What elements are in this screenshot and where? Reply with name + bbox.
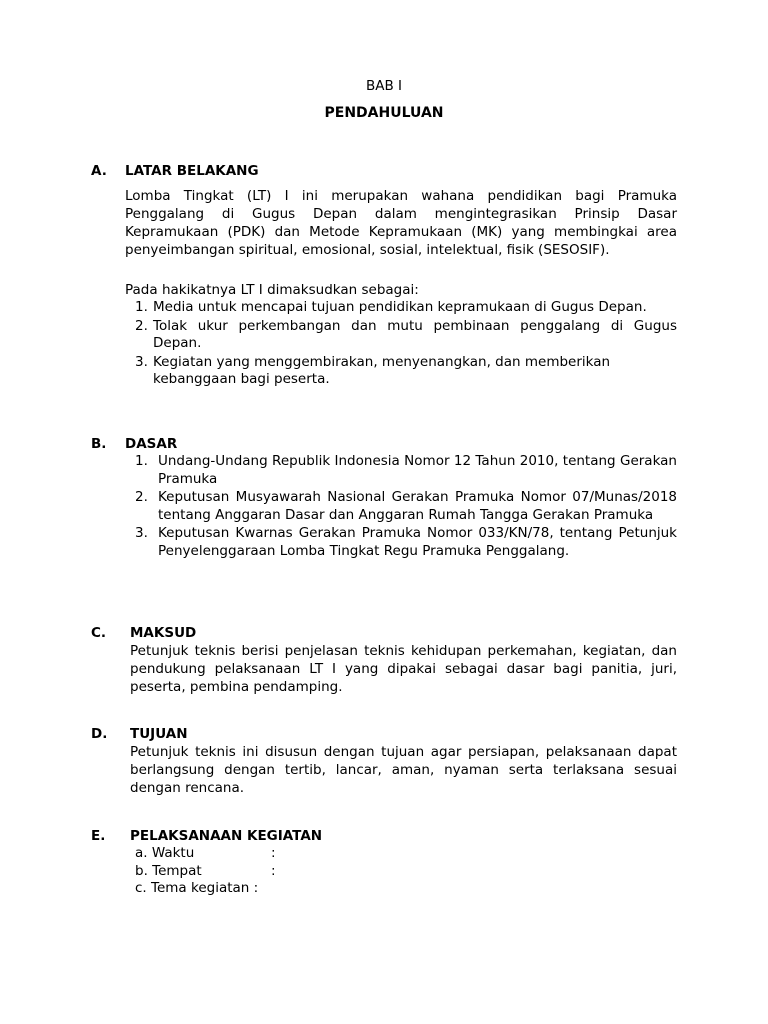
list-item-number: 1.: [135, 453, 148, 469]
section-b-letter: B.: [91, 436, 107, 452]
section-b-title: DASAR: [125, 436, 178, 452]
list-item: [135, 354, 677, 389]
list-item-text: Keputusan Kwarnas Gerakan Pramuka Nomor 033/KN/78, tentang Petunjuk Penyelenggaraan Lomba Tingkat Regu Pramuka Penggalang.: [158, 525, 677, 559]
list-item: [135, 318, 677, 353]
section-d-letter: D.: [91, 726, 108, 742]
list-item-text: Tolak ukur perkembangan dan mutu pembinaan penggalang di Gugus Depan.: [153, 317, 677, 351]
list-item-text: Undang-Undang Republik Indonesia Nomor 12 Tahun 2010, tentang Gerakan Pramuka: [158, 453, 677, 487]
section-c-letter: C.: [91, 625, 107, 641]
section-e-letter: E.: [91, 828, 106, 844]
field-row: [135, 845, 435, 863]
chapter-title: PENDAHULUAN: [324, 105, 444, 121]
field-separator: :: [271, 845, 276, 861]
list-item-number: 3.: [135, 353, 148, 370]
section-a-letter: A.: [91, 163, 107, 179]
section-d-paragraph: Petunjuk teknis ini disusun dengan tujuan agar persiapan, pelaksanaan dapat berlangsung dengan tertib, lancar, aman, nyaman serta terlaksana sesuai dengan rencana.: [130, 744, 677, 796]
field-label: c. Tema kegiatan: [135, 880, 250, 896]
field-separator: :: [253, 880, 259, 896]
field-label: a. Waktu: [135, 845, 195, 861]
field-label: b. Tempat: [135, 862, 202, 879]
chapter-label: BAB I: [365, 78, 403, 94]
section-e-title: PELAKSANAAN KEGIATAN: [130, 828, 323, 844]
section-a-intro: Pada hakikatnya LT I dimaksudkan sebagai:: [125, 282, 419, 298]
section-e-list: [135, 845, 435, 898]
list-item: [135, 453, 677, 488]
list-item-text: Keputusan Musyawarah Nasional Gerakan Pramuka Nomor 07/Munas/2018 tentang Anggaran Dasar dan Anggaran Rumah Tangga Gerakan Pramuka: [158, 489, 677, 523]
list-item: [135, 489, 677, 524]
list-item-text: Kegiatan yang menggembirakan, menyenangkan, dan memberikan kebanggaan bagi peserta.: [153, 353, 611, 387]
section-a-list: [135, 299, 677, 389]
section-a-paragraph: Lomba Tingkat (LT) I ini merupakan wahana pendidikan bagi Pramuka Penggalang di Gugus Depan dalam mengintegrasikan Prinsip Dasar Kepramukaan (PDK) dan Metode Kepramukaan (MK) yang membingkai area penyeimbangan spiritual, emosional, sosial, intelektual, fisik (SESOSIF).: [125, 188, 677, 258]
section-d-title: TUJUAN: [130, 726, 188, 742]
list-item-text: Media untuk mencapai tujuan pendidikan kepramukaan di Gugus Depan.: [153, 299, 647, 315]
list-item-number: 2.: [135, 489, 148, 505]
field-row: [135, 880, 435, 898]
field-separator: :: [271, 862, 276, 879]
section-a-title: LATAR BELAKANG: [125, 163, 259, 179]
list-item: [135, 525, 677, 560]
list-item: [135, 299, 677, 317]
list-item-number: 1.: [135, 299, 148, 315]
field-row: [135, 863, 435, 881]
list-item-number: 2.: [135, 317, 148, 334]
section-c-paragraph: Petunjuk teknis berisi penjelasan teknis kehidupan perkemahan, kegiatan, dan pendukung pelaksanaan LT I yang dipakai sebagai dasar bagi panitia, juri, peserta, pembina pendamping.: [130, 643, 677, 695]
list-item-number: 3.: [135, 525, 148, 541]
section-c-title: MAKSUD: [130, 625, 197, 641]
section-b-list: [135, 453, 677, 560]
